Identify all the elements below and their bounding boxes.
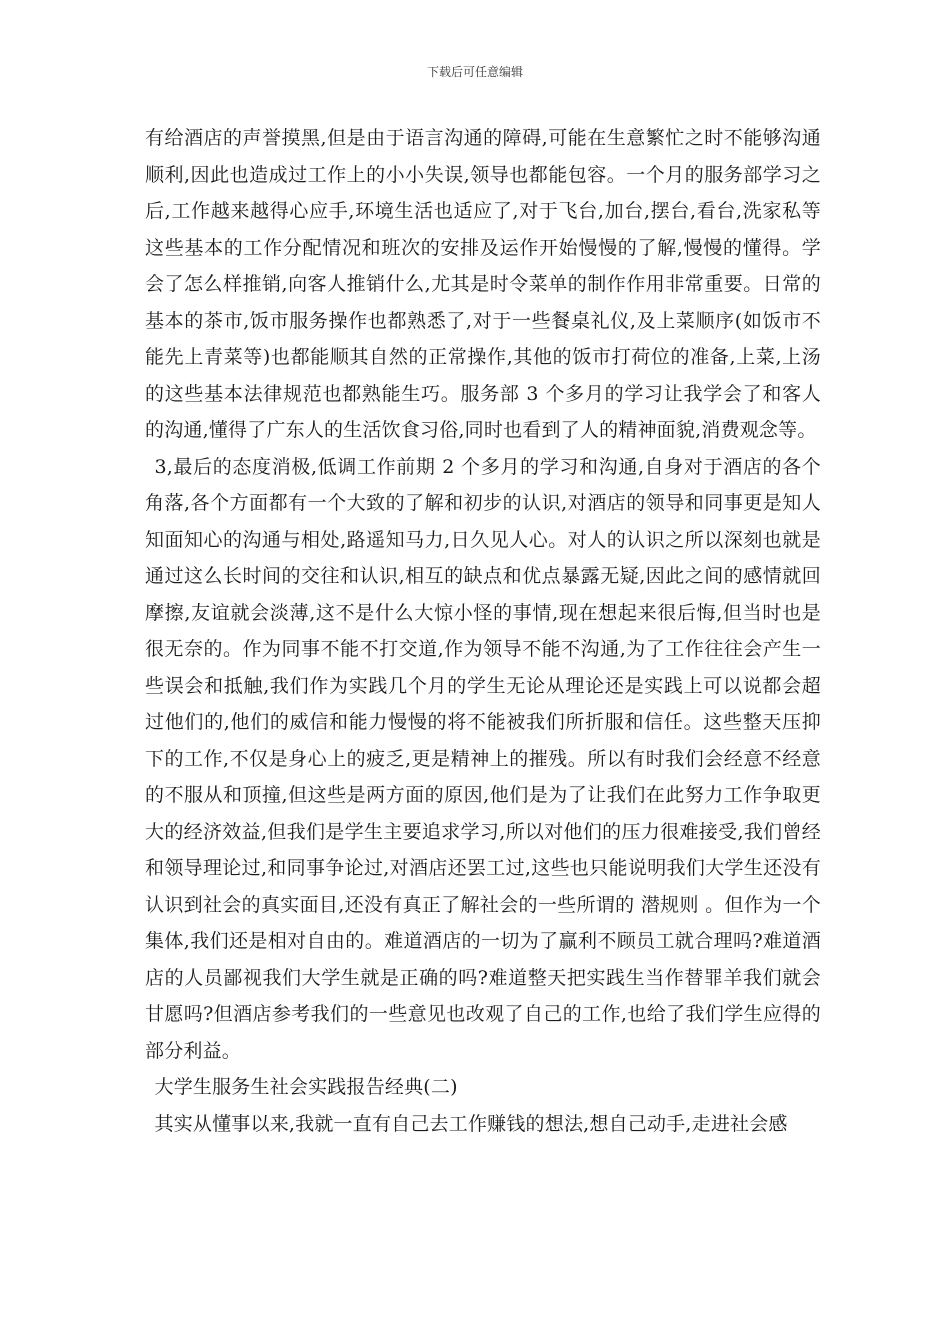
document-body: [145, 120, 821, 1142]
body-paragraph: 3,最后的态度消极,低调工作前期 2 个多月的学习和沟通,自身对于酒店的各个角落,各个方面都有一个大致的了解和初步的认识,对酒店的领导和同事更是知人知面知心的沟通与相处,路遥知马力,日久见人心。对人的认识之所以深刻也就是通过这么长时间的交往和认识,相互的缺点和优点暴露无疑,因此之间的感情就回摩擦,友谊就会淡薄,这不是什么大惊小怪的事情,现在想起来很后悔,但当时也是很无奈的。作为同事不能不打交道,作为领导不能不沟通,为了工作往往会产生一些误会和抵触,我们作为实践几个月的学生无论从理论还是实践上可以说都会超过他们的,他们的威信和能力慢慢的将不能被我们所折服和信任。这些整天压抑下的工作,不仅是身心上的疲乏,更是精神上的摧残。所以有时我们会经意不经意的不服从和顶撞,但这些是两方面的原因,他们是为了让我们在此努力工作争取更大的经济效益,但我们是学生主要追求学习,所以对他们的压力很难接受,我们曾经和领导理论过,和同事争论过,对酒店还罢工过,这些也只能说明我们大学生还没有认识到社会的真实面目,还没有真正了解社会的一些所谓的 潜规则 。但作为一个集体,我们还是相对自由的。难道酒店的一切为了赢利不顾员工就合理吗?难道酒店的人员鄙视我们大学生就是正确的吗?难道整天把实践生当作替罪羊我们就会甘愿吗?但酒店参考我们的一些意见也改观了自己的工作,也给了我们学生应得的部分利益。: [145, 455, 821, 1062]
body-paragraph: 有给酒店的声誉摸黑,但是由于语言沟通的障碍,可能在生意繁忙之时不能够沟通顺利,因此也造成过工作上的小小失误,领导也都能包容。一个月的服务部学习之后,工作越来越得心应手,环境生活也适应了,对于飞台,加台,摆台,看台,洗家私等这些基本的工作分配情况和班次的安排及运作开始慢慢的了解,慢慢的懂得。学会了怎么样推销,向客人推销什么,尤其是时令菜单的制作作用非常重要。日常的基本的茶市,饭市服务操作也都熟悉了,对于一些餐桌礼仪,及上菜顺序(如饭市不能先上青菜等)也都能顺其自然的正常操作,其他的饭市打荷位的准备,上菜,上汤的这些基本法律规范也都熟能生巧。服务部 3 个多月的学习让我学会了和客人的沟通,懂得了广东人的生活饮食习俗,同时也看到了人的精神面貌,消费观念等。: [145, 127, 821, 441]
body-paragraph: 其实从懂事以来,我就一直有自己去工作赚钱的想法,想自己动手,走进社会感: [154, 1112, 788, 1135]
page-header: 下载后可任意编辑: [426, 65, 523, 79]
section-heading: 大学生服务生社会实践报告经典(二): [154, 1076, 458, 1098]
